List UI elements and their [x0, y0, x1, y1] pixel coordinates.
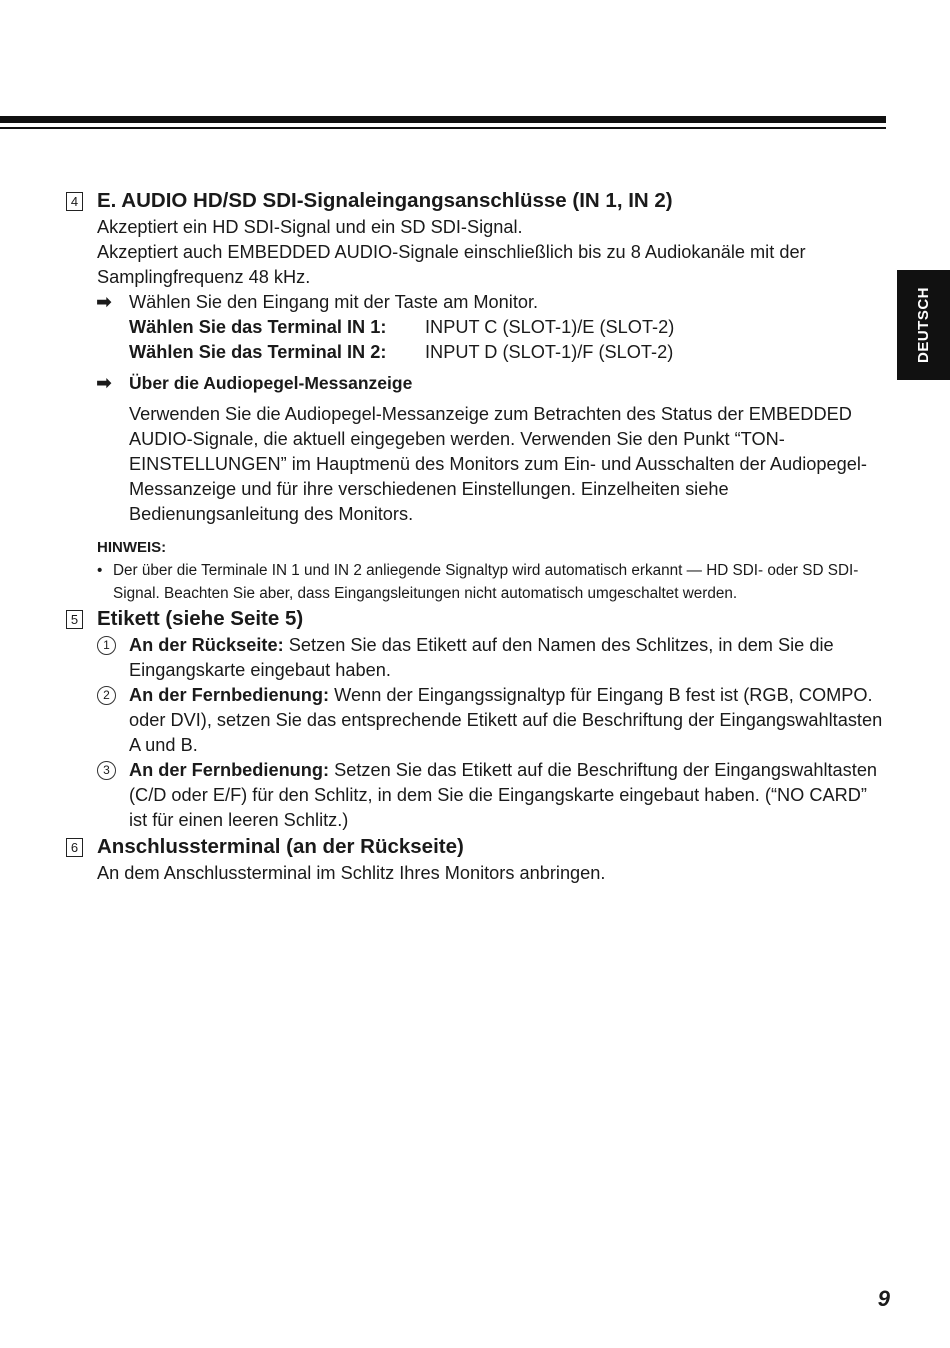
note-heading: HINWEIS: — [97, 539, 167, 556]
terminal-in2-label: Wählen Sie das Terminal IN 2: — [129, 342, 387, 362]
page-number: 9 — [877, 1286, 890, 1311]
label-item-3 — [66, 758, 888, 833]
section-5-heading — [66, 605, 888, 633]
label-item-1 — [66, 633, 888, 683]
section-5-number: 5 — [66, 610, 83, 629]
label-item-3-text: Setzen Sie das Etikett auf die Beschriftung der Eingangswahltasten (C/D oder E/F) für den Schlitz, in dem Sie die Eingangskarte eingebaut haben. (“NO CARD” ist für einen leeren Schlitz.) — [129, 760, 878, 830]
section-6-title: Anschlussterminal (an der Rückseite) — [97, 835, 464, 858]
audio-meter-subtitle: Über die Audiopegel-Messanzeige — [129, 373, 413, 393]
section-4-heading — [66, 187, 888, 215]
header-rule-thin — [0, 127, 886, 129]
label-item-1-label: An der Rückseite: — [129, 635, 284, 655]
section-6-number: 6 — [66, 838, 83, 857]
circled-number-3: 3 — [97, 761, 116, 780]
section-6-heading — [66, 833, 888, 861]
label-item-2 — [66, 683, 888, 758]
label-item-2-label: An der Fernbedienung: — [129, 685, 330, 705]
terminal-in2-value: INPUT D (SLOT-1)/F (SLOT-2) — [425, 342, 674, 362]
section-4-line-2: Akzeptiert auch EMBEDDED AUDIO-Signale einschließlich bis zu 8 Audiokanäle mit der Samplingfrequenz 48 kHz. — [97, 242, 806, 287]
page-content — [66, 187, 888, 886]
bullet-icon: • — [97, 562, 103, 579]
terminal-in1-value: INPUT C (SLOT-1)/E (SLOT-2) — [425, 317, 675, 337]
label-item-2-text: Wenn der Eingangssignaltyp für Eingang B fest ist (RGB, COMPO. oder DVI), setzen Sie das entsprechende Etikett auf die Beschriftung der Eingangswahltasten A und B. — [129, 685, 883, 755]
right-arrow-icon: ➡ — [96, 373, 112, 394]
circled-number-1: 1 — [97, 636, 116, 655]
note-text: Der über die Terminale IN 1 und IN 2 anliegende Signaltyp wird automatisch erkannt — HD SDI- oder SD SDI-Signal. Beachten Sie aber, dass Eingangsleitungen nicht automatisch umgeschaltet werden. — [113, 562, 859, 602]
language-tab-label: DEUTSCH — [915, 286, 932, 363]
language-tab — [897, 270, 950, 380]
section-5-title: Etikett (siehe Seite 5) — [97, 607, 304, 630]
terminal-row-in1 — [66, 315, 888, 340]
circled-number-2: 2 — [97, 686, 116, 705]
note-item — [66, 560, 888, 605]
header-rule-thick — [0, 116, 886, 123]
terminal-row-in2 — [66, 340, 888, 365]
audio-meter-subheading — [66, 371, 888, 396]
section-4-arrow-step — [66, 290, 888, 315]
arrow-step-text: Wählen Sie den Eingang mit der Taste am Monitor. — [129, 292, 539, 312]
section-4-line-1: Akzeptiert ein HD SDI-Signal und ein SD SDI-Signal. — [97, 217, 523, 237]
section-4-title: E. AUDIO HD/SD SDI-Signaleingangsanschlüsse (IN 1, IN 2) — [97, 189, 673, 212]
label-item-3-label: An der Fernbedienung: — [129, 760, 330, 780]
right-arrow-icon: ➡ — [96, 292, 112, 313]
section-6-text: An dem Anschlussterminal im Schlitz Ihres Monitors anbringen. — [97, 863, 606, 883]
terminal-in1-label: Wählen Sie das Terminal IN 1: — [129, 317, 387, 337]
section-4-number: 4 — [66, 192, 83, 211]
label-item-1-text: Setzen Sie das Etikett auf den Namen des Schlitzes, in dem Sie die Eingangskarte eingebaut haben. — [129, 635, 834, 680]
audio-meter-description: Verwenden Sie die Audiopegel-Messanzeige zum Betrachten des Status der EMBEDDED AUDIO-Signale, die aktuell eingegeben werden. Verwenden Sie den Punkt “TON-EINSTELLUNGEN” im Hauptmenü des Monitors zum Ein- und Ausschalten der Audiopegel-Messanzeige und für ihre verschiedenen Einstellungen. Einzelheiten siehe Bedienungsanleitung des Monitors. — [129, 404, 867, 524]
